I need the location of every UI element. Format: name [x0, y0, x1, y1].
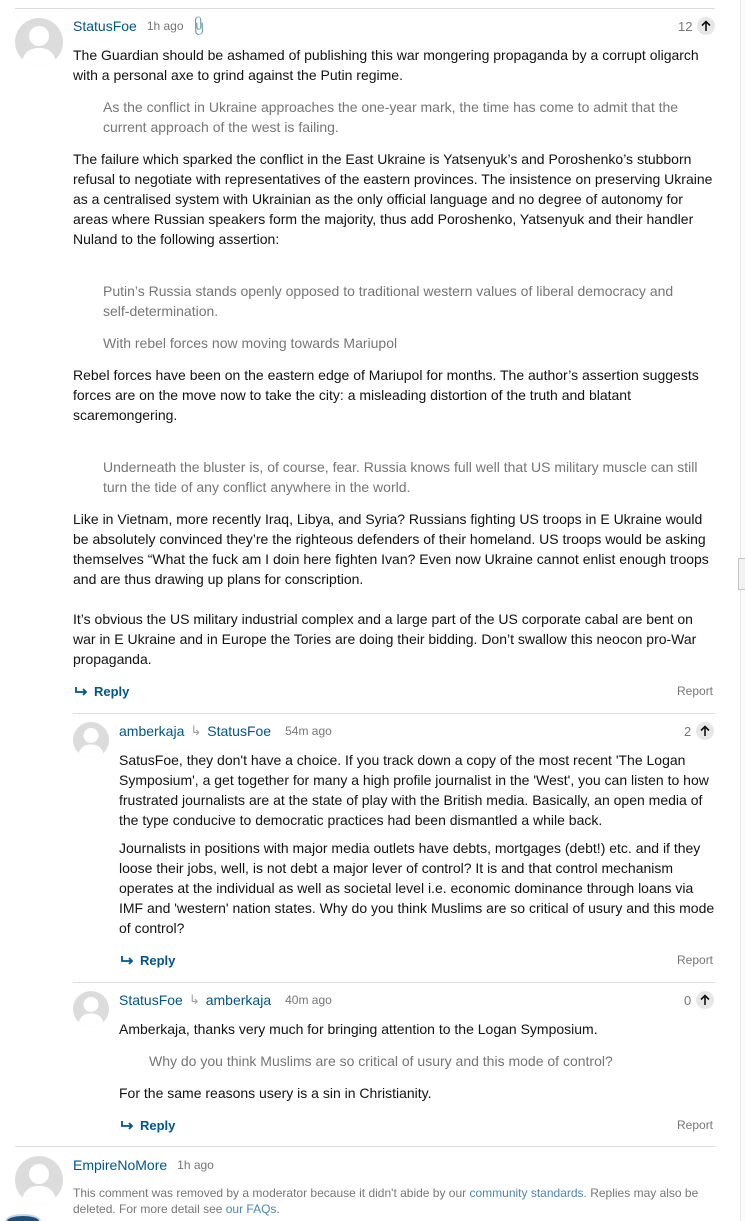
faqs-link[interactable]: our FAQs: [225, 1202, 277, 1216]
comment-divider: [73, 713, 715, 714]
recommend-widget: [684, 721, 714, 741]
comment-paragraph: Journalists in positions with major media outlets have debts, mortgages (debt!) etc. and if they loose their jobs, well, is not debt a major lever of control? It is and that control mechanism operates at the individual as well as societal level i.e. economic dominance through loans via IMF and 'western' nation states. Why do you think Muslims are so critical of usury and this mode of control?: [119, 840, 715, 936]
reply-label: Reply: [140, 952, 176, 968]
report-link[interactable]: Report: [677, 953, 714, 967]
reply-arrow-icon: [121, 1119, 135, 1131]
removed-text: .: [276, 1202, 280, 1216]
comment-quote: Putin’s Russia stands openly opposed to traditional western values of liberal democracy and self-determination.: [103, 283, 674, 319]
comment-quote: Underneath the bluster is, of course, fear. Russia knows full well that US military muscle can still turn the tide of any conflict anywhere in the world.: [103, 459, 698, 495]
comment-paragraph: Amberkaja, thanks very much for bringing attention to the Logan Symposium.: [119, 1021, 598, 1037]
comment-quote: As the conflict in Ukraine approaches the one-year mark, the time has come to admit that the current approach of the west is failing.: [103, 99, 679, 135]
timestamp[interactable]: 1h ago: [177, 1158, 214, 1172]
person-silhouette-icon: [15, 18, 63, 66]
arrow-up-icon: [699, 994, 711, 1006]
timestamp[interactable]: 54m ago: [285, 724, 332, 738]
report-link[interactable]: Report: [677, 684, 714, 698]
username[interactable]: StatusFoe: [119, 992, 183, 1008]
comment-meta: [119, 990, 332, 1010]
comment-quote: Why do you think Muslims are so critical of usury and this mode of control?: [149, 1053, 613, 1069]
recommend-button[interactable]: [696, 722, 714, 740]
reply-button[interactable]: [121, 950, 175, 970]
comment-paragraph: The failure which sparked the conflict in the East Ukraine is Yatsenyuk’s and Poroshenko’s stubborn refusal to negotiate with representatives of the eastern provinces. The insistence on preserving Ukraine as a centralised system with Ukrainian as the only official language and no degree of autonomy for areas where Russian speakers form the majority, thus add Poroshenko, Yatsenyuk and their handler Nuland to the following assertion:: [73, 151, 713, 247]
username[interactable]: EmpireNoMore: [73, 1157, 168, 1173]
comment-divider: [15, 1146, 715, 1147]
comment-paragraph: Like in Vietnam, more recently Iraq, Libya, and Syria? Russians fighting US troops in E Ukraine would be absolutely convinced they’re the righteous defenders of their homeland. US troops would be asking themselves “What the fuck am I doin here fighten Ivan? Even now Ukraine cannot enlist enough troops and are thus drawing up plans for conscription.: [73, 511, 709, 587]
comment-paragraph: The Guardian should be ashamed of publishing this war mongering propaganda by a corrupt oligarch with a personal axe to grind against the Putin regime.: [73, 47, 699, 83]
reply-to-username[interactable]: StatusFoe: [207, 723, 272, 739]
reply-arrow-icon: [75, 685, 89, 697]
comment-meta: [119, 721, 332, 741]
person-silhouette-icon: [73, 991, 109, 1027]
recommend-count: 2: [684, 723, 692, 739]
timestamp[interactable]: 40m ago: [285, 993, 332, 1007]
community-standards-link[interactable]: community standards: [469, 1186, 584, 1200]
recommend-count: 0: [684, 992, 692, 1008]
report-link[interactable]: Report: [677, 1118, 714, 1132]
reply-arrow-icon: [121, 954, 135, 966]
timestamp[interactable]: 1h ago: [146, 19, 184, 33]
arrow-up-icon: [700, 20, 712, 32]
person-silhouette-icon: [73, 722, 109, 758]
removed-text: . Replies may also be deleted. For more detail see: [73, 1186, 699, 1216]
comment-quote: With rebel forces now moving towards Mariupol: [103, 335, 398, 351]
reply-to-username[interactable]: amberkaja: [205, 992, 272, 1008]
avatar[interactable]: [15, 1156, 63, 1204]
comment-meta: [73, 13, 211, 38]
avatar[interactable]: [73, 991, 109, 1027]
reply-label: Reply: [94, 683, 130, 699]
side-feedback-tab[interactable]: [738, 558, 745, 590]
recommend-widget: [678, 16, 715, 36]
avatar[interactable]: [73, 722, 109, 758]
person-silhouette-icon: [15, 1156, 63, 1204]
comment-meta: [73, 1155, 214, 1175]
reply-to-arrow-icon: ↳: [190, 723, 202, 738]
comment-divider: [73, 982, 715, 983]
comment-paragraph: Rebel forces have been on the eastern edge of Mariupol for months. The author’s assertion suggests forces are on the move now to take the city: a misleading distortion of the truth and blatant scaremongering.: [73, 367, 699, 423]
reply-label: Reply: [140, 1117, 176, 1133]
username[interactable]: StatusFoe: [73, 18, 137, 34]
removed-comment-notice: [73, 1185, 713, 1217]
recommend-count: 12: [678, 18, 693, 34]
comment-paragraph: It’s obvious the US military industrial complex and a large part of the US corporate cabal are bent on war in E Ukraine and in Europe the Tories are doing their bidding. Don’t swallow this neocon pro-War propaganda.: [73, 611, 697, 667]
comment-paragraph: SatusFoe, they don't have a choice. If you track down a copy of the most recent 'The Logan Symposium', a get together for many a high profile journalist in the 'West', you can listen to how frustrated journalists are at the state of play with the British media. Basically, an open media of the type conducive to democratic practices had been dismantled a while back.: [119, 752, 709, 828]
recommend-widget: [684, 990, 714, 1010]
paperclip-icon[interactable]: 📎: [186, 13, 211, 38]
comment-paragraph: For the same reasons usery is a sin in Christianity.: [119, 1085, 432, 1101]
avatar[interactable]: [15, 18, 63, 66]
username[interactable]: amberkaja: [119, 723, 185, 739]
removed-text: This comment was removed by a moderator because it didn't abide by our: [73, 1186, 470, 1200]
recommend-button[interactable]: [697, 17, 715, 35]
reply-button[interactable]: [75, 681, 129, 701]
arrow-up-icon: [699, 725, 711, 737]
avatar[interactable]: [5, 1214, 41, 1221]
top-divider: [15, 8, 715, 9]
reply-button[interactable]: [121, 1115, 175, 1135]
recommend-button[interactable]: [696, 991, 714, 1009]
reply-to-arrow-icon: ↳: [188, 992, 200, 1007]
page-scrollbar[interactable]: [740, 0, 745, 1221]
